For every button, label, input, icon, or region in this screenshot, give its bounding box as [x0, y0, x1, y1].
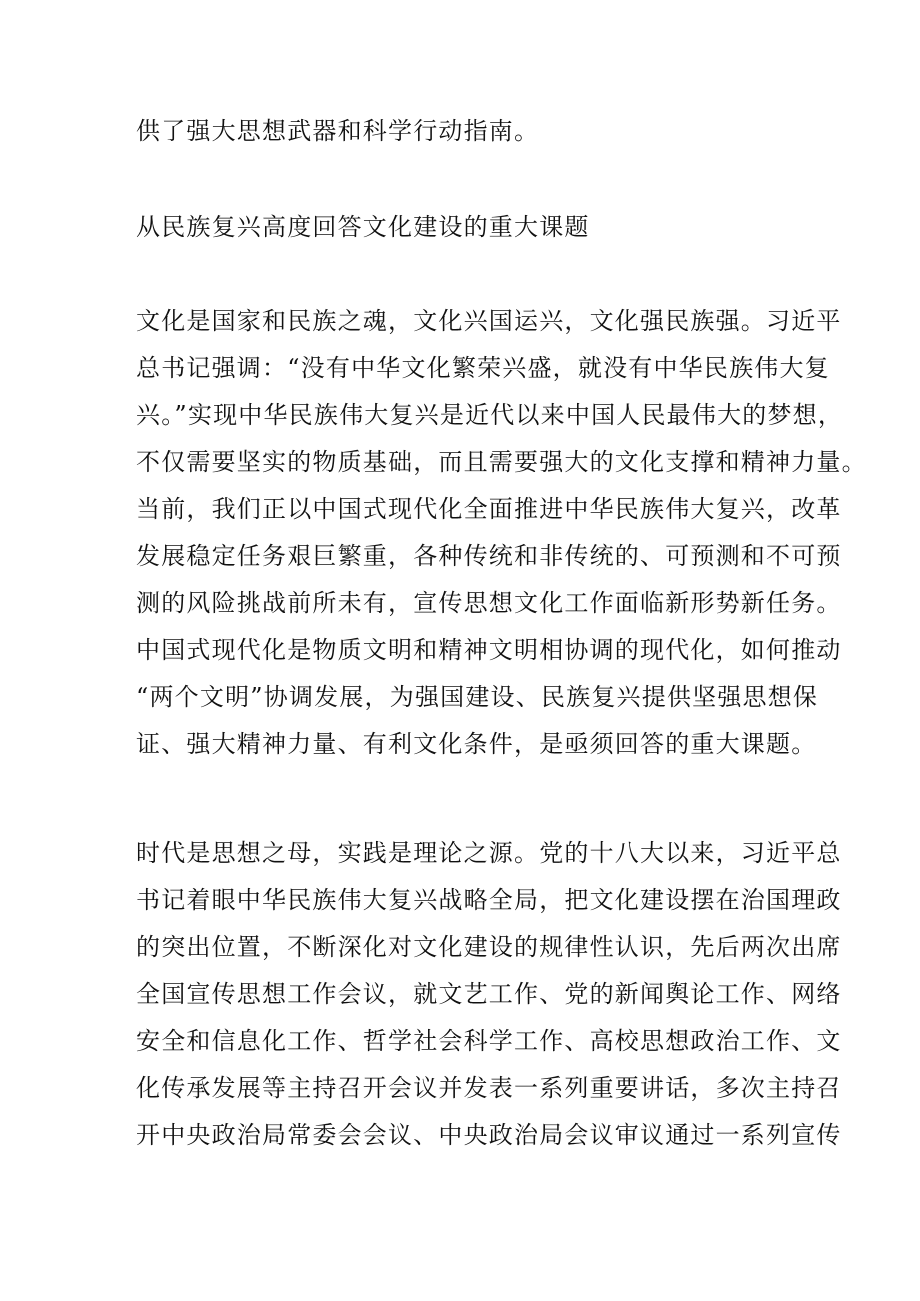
text-line: 开中央政治局常委会会议、中央政治局会议审议通过一系列宣传	[136, 1121, 842, 1149]
text-line: “两个文明”协调发展，为强国建设、民族复兴提供坚强思想保	[136, 683, 819, 711]
text-line: 时代是思想之母，实践是理论之源。党的十八大以来，习近平总	[136, 839, 842, 867]
text-line: 化传承发展等主持召开会议并发表一系列重要讲话，多次主持召	[136, 1074, 842, 1102]
text-line: 书记着眼中华民族伟大复兴战略全局，把文化建设摆在治国理政	[136, 886, 842, 914]
text-line: 供了强大思想武器和科学行动指南。	[136, 117, 540, 145]
text-line: 测的风险挑战前所未有，宣传思想文化工作面临新形势新任务。	[136, 589, 842, 617]
text-line: 证、强大精神力量、有利文化条件，是亟须回答的重大课题。	[136, 730, 817, 758]
section-heading	[136, 204, 786, 251]
text-line: 安全和信息化工作、哲学社会科学工作、高校思想政治工作、文	[136, 1027, 842, 1055]
text-line: 全国宣传思想工作会议，就文艺工作、党的新闻舆论工作、网络	[136, 980, 842, 1008]
text-line: 不仅需要坚实的物质基础，而且需要强大的文化支撑和精神力量。	[136, 448, 867, 476]
text-line: 的突出位置，不断深化对文化建设的规律性认识，先后两次出席	[136, 933, 842, 961]
text-line: 当前，我们正以中国式现代化全面推进中华民族伟大复兴，改革	[136, 495, 842, 523]
text-line: 总书记强调：“没有中华文化繁荣兴盛，就没有中华民族伟大复	[136, 354, 830, 382]
paragraph-2	[136, 830, 842, 1159]
text-line: 兴。”实现中华民族伟大复兴是近代以来中国人民最伟大的梦想，	[136, 401, 844, 429]
text-line: 文化是国家和民族之魂，文化兴国运兴，文化强民族强。习近平	[136, 307, 842, 335]
section-heading-text: 从民族复兴高度回答文化建设的重大课题	[136, 213, 590, 241]
text-line: 中国式现代化是物质文明和精神文明相协调的现代化，如何推动	[136, 636, 842, 664]
text-line: 发展稳定任务艰巨繁重，各种传统和非传统的、可预测和不可预	[136, 542, 842, 570]
paragraph-1	[136, 298, 867, 768]
intro-paragraph	[136, 108, 786, 155]
